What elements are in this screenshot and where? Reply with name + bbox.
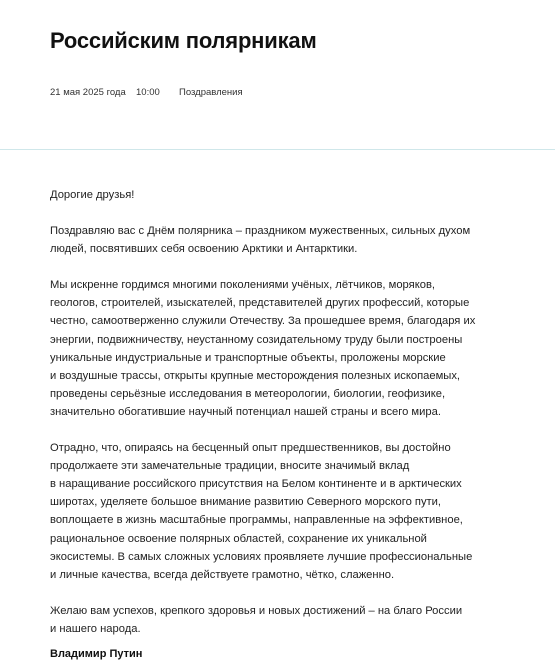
header-divider: [0, 149, 555, 150]
text-line: Отрадно, что, опираясь на бесценный опыт предшественников, вы достойно: [50, 442, 451, 455]
text-line: значительно обогатившие научный потенциал нашей страны и всего мира.: [50, 405, 441, 418]
text-line: честно, самоотверженно служили Отечеству. За прошедшее время, благодаря их: [50, 315, 476, 328]
text-line: и нашего народа.: [50, 622, 141, 635]
text-line: проведены серьёзные исследования в метеорологии, биологии, геофизике,: [50, 387, 446, 400]
text-line: уникальные индустриальные и транспортные объекты, проложены морские: [50, 351, 446, 364]
text-line: продолжаете эти замечательные традиции, вносите значимый вклад: [50, 460, 410, 473]
text-line: воплощаете в жизнь масштабные программы, направленные на эффективное,: [50, 514, 463, 527]
text-line: геологов, строителей, изыскателей, представителей других профессий, которые: [50, 297, 470, 310]
paragraph-3: [50, 439, 530, 584]
text-line: Желаю вам успехов, крепкого здоровья и новых достижений – на благо России: [50, 604, 463, 617]
text-line: людей, посвятивших себя освоению Арктики и Антарктики.: [50, 243, 358, 256]
paragraph-4: [50, 602, 530, 638]
category-link[interactable]: Поздравления: [179, 87, 243, 98]
text-line: энергии, подвижничеству, неустанному созидательному труду были построены: [50, 333, 463, 346]
text-line: Поздравляю вас с Днём полярника – праздником мужественных, сильных духом: [50, 225, 471, 238]
publication-date: 21 мая 2025 года: [50, 87, 126, 98]
signature: Владимир Путин: [50, 648, 143, 660]
greeting: Дорогие друзья!: [50, 189, 135, 201]
text-line: широтах, уделяете большое внимание развитию Северного морского пути,: [50, 496, 442, 509]
page-title: Российским полярникам: [50, 28, 317, 53]
paragraph-1: [50, 222, 530, 258]
text-line: и воздушные трассы, открыты крупные месторождения полезных ископаемых,: [50, 369, 461, 382]
text-line: в наращивание российского присутствия на Белом континенте и в арктических: [50, 478, 462, 491]
paragraph-2: [50, 276, 530, 421]
publication-time: 10:00: [136, 87, 160, 98]
text-line: экосистемы. В самых сложных условиях проявляете лучшие профессиональные: [50, 550, 473, 563]
article-body: [50, 186, 530, 656]
text-line: Мы искренне гордимся многими поколениями учёных, лётчиков, моряков,: [50, 279, 436, 292]
text-line: и личные качества, всегда действуете грамотно, чётко, слаженно.: [50, 568, 395, 581]
text-line: рациональное освоение полярных областей, сохранение их уникальной: [50, 532, 427, 545]
article-header: [0, 0, 555, 150]
